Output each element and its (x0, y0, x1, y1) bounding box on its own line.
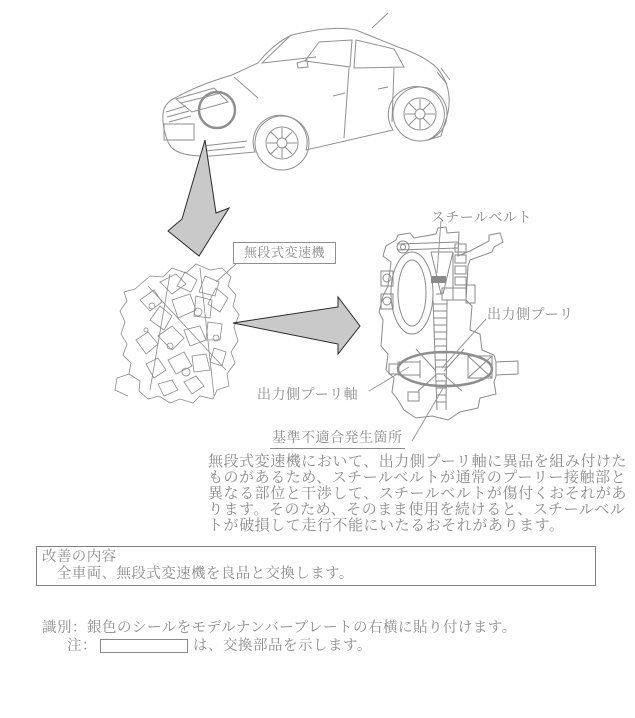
right-arrow-icon (233, 297, 360, 354)
output-pulley-leader-line (442, 319, 486, 368)
improvement-body: 全車両、無段式変速機を良品と交換します。 (42, 566, 354, 582)
down-arrow-icon (168, 140, 229, 256)
description-line: ります。そのため、そのまま使用を続けると、スチールベル (208, 501, 626, 518)
steel-belt-label: スチールベルト (431, 209, 532, 225)
steel-belt-leader-line (437, 221, 441, 273)
defect-location-leader-line (412, 383, 446, 441)
description-line: 無段式変速機において、出力側プーリ軸に異品を組み付けた (208, 453, 628, 470)
output-pulley-shaft-leader-line (369, 367, 409, 391)
car-highlight-circle (199, 92, 235, 128)
defect-description (208, 454, 635, 534)
note-line (67, 634, 372, 655)
output-pulley-shaft-label: 出力側プーリ軸 (257, 386, 359, 402)
car-illustration (163, 13, 450, 170)
note-prefix: 注： (67, 638, 97, 654)
cvt-leader-line (216, 264, 236, 282)
transmission-illustration (115, 264, 239, 403)
replacement-part-legend-box (100, 639, 188, 653)
output-pulley-label: 出力側プーリ (487, 306, 574, 322)
description-line: ものがあるため、スチールベルトが通常のプーリー接触部と (208, 469, 627, 486)
description-line: トが破損して走行不能にいたるおそれがあります。 (208, 517, 565, 534)
note-suffix: は、交換部品を示します。 (193, 638, 372, 654)
defect-location-label: 基準不適合発生箇所 (270, 427, 405, 449)
description-line: 異なる部位と干渉して、スチールベルトが傷付くおそれがあ (208, 485, 627, 502)
improvement-box (36, 546, 596, 586)
cvt-label-box: 無段式変速機 (233, 242, 336, 264)
defect-highlight-ellipse (398, 352, 492, 386)
identification-line: 識別：銀色のシールをモデルナンバープレートの右横に貼り付けます。 (42, 620, 517, 636)
improvement-title: 改善の内容 (42, 549, 117, 565)
